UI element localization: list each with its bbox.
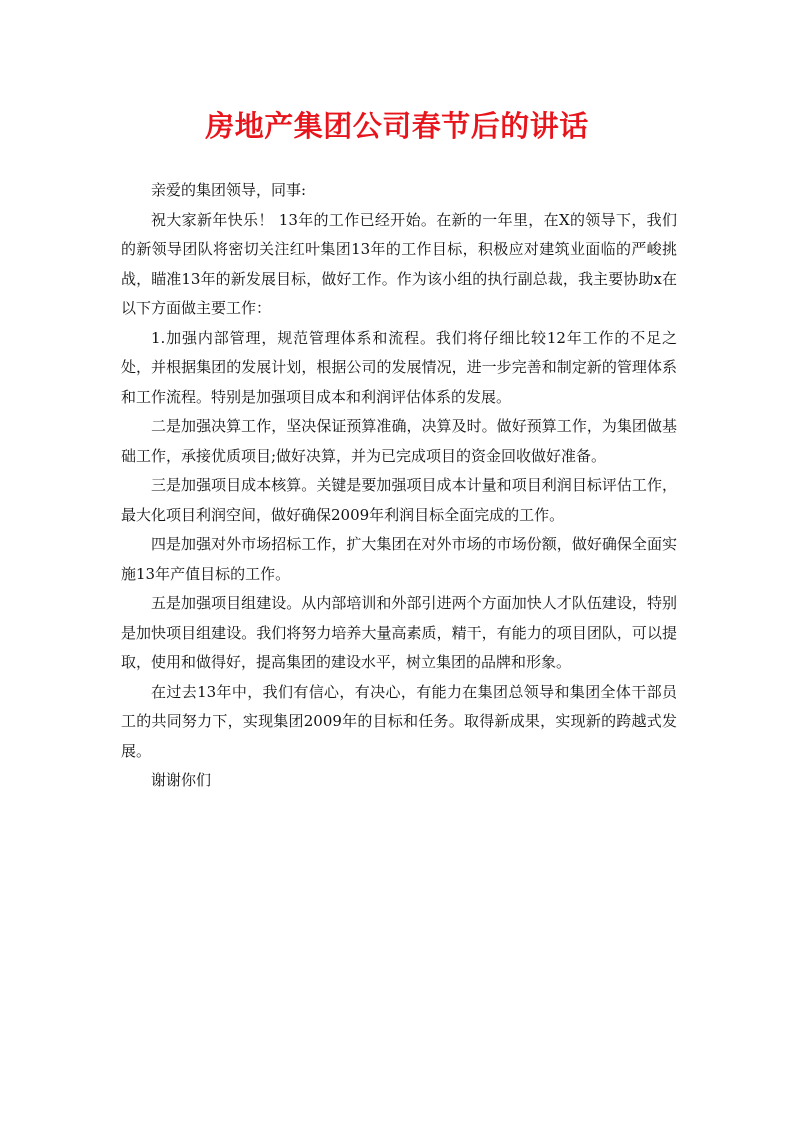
paragraph-item-4: 四是加强对外市场招标工作，扩大集团在对外市场的市场份额，做好确保全面实施13年产值目标的工作。 [121,535,677,583]
paragraph-item-5: 五是加强项目组建设。从内部培训和外部引进两个方面加快人才队伍建设，特别是加快项目组建设。我们将努力培养大量高素质，精干，有能力的项目团队，可以提取，使用和做得好，提高集团的建设水平，树立集团的品牌和形象。 [121,594,677,671]
greeting: 亲爱的集团领导，同事: [151,181,307,199]
paragraph-item-3: 三是加强项目成本核算。关键是要加强项目成本计量和项目利润目标评估工作，最大化项目利润空间，做好确保2009年利润目标全面完成的工作。 [121,476,677,524]
paragraph-intro: 祝大家新年快乐！ 13年的工作已经开始。在新的一年里，在X的领导下，我们的新领导团队将密切关注红叶集团13年的工作目标，积极应对建筑业面临的严峻挑战，瞄准13年的新发展目标，做好工作。作为该小组的执行副总裁，我主要协助x在以下方面做主要工作： [121,210,677,317]
paragraph-conclusion: 在过去13年中，我们有信心，有决心，有能力在集团总领导和集团全体干部员工的共同努力下，实现集团2009年的目标和任务。取得新成果，实现新的跨越式发展。 [121,682,677,760]
paragraph-item-1: 1.加强内部管理，规范管理体系和流程。我们将仔细比较12年工作的不足之处，并根据集团的发展计划，根据公司的发展情况，进一步完善和制定新的管理体系和工作流程。特别是加强项目成本和利润评估体系的发展。 [121,328,677,406]
paragraph-item-2: 二是加强决算工作，坚决保证预算准确，决算及时。做好预算工作，为集团做基础工作，承接优质项目;做好决算，并为已完成项目的资金回收做好准备。 [121,417,677,465]
closing: 谢谢你们 [151,771,212,789]
document-body [121,176,677,796]
document-title: 房地产集团公司春节后的讲话 [205,109,589,143]
